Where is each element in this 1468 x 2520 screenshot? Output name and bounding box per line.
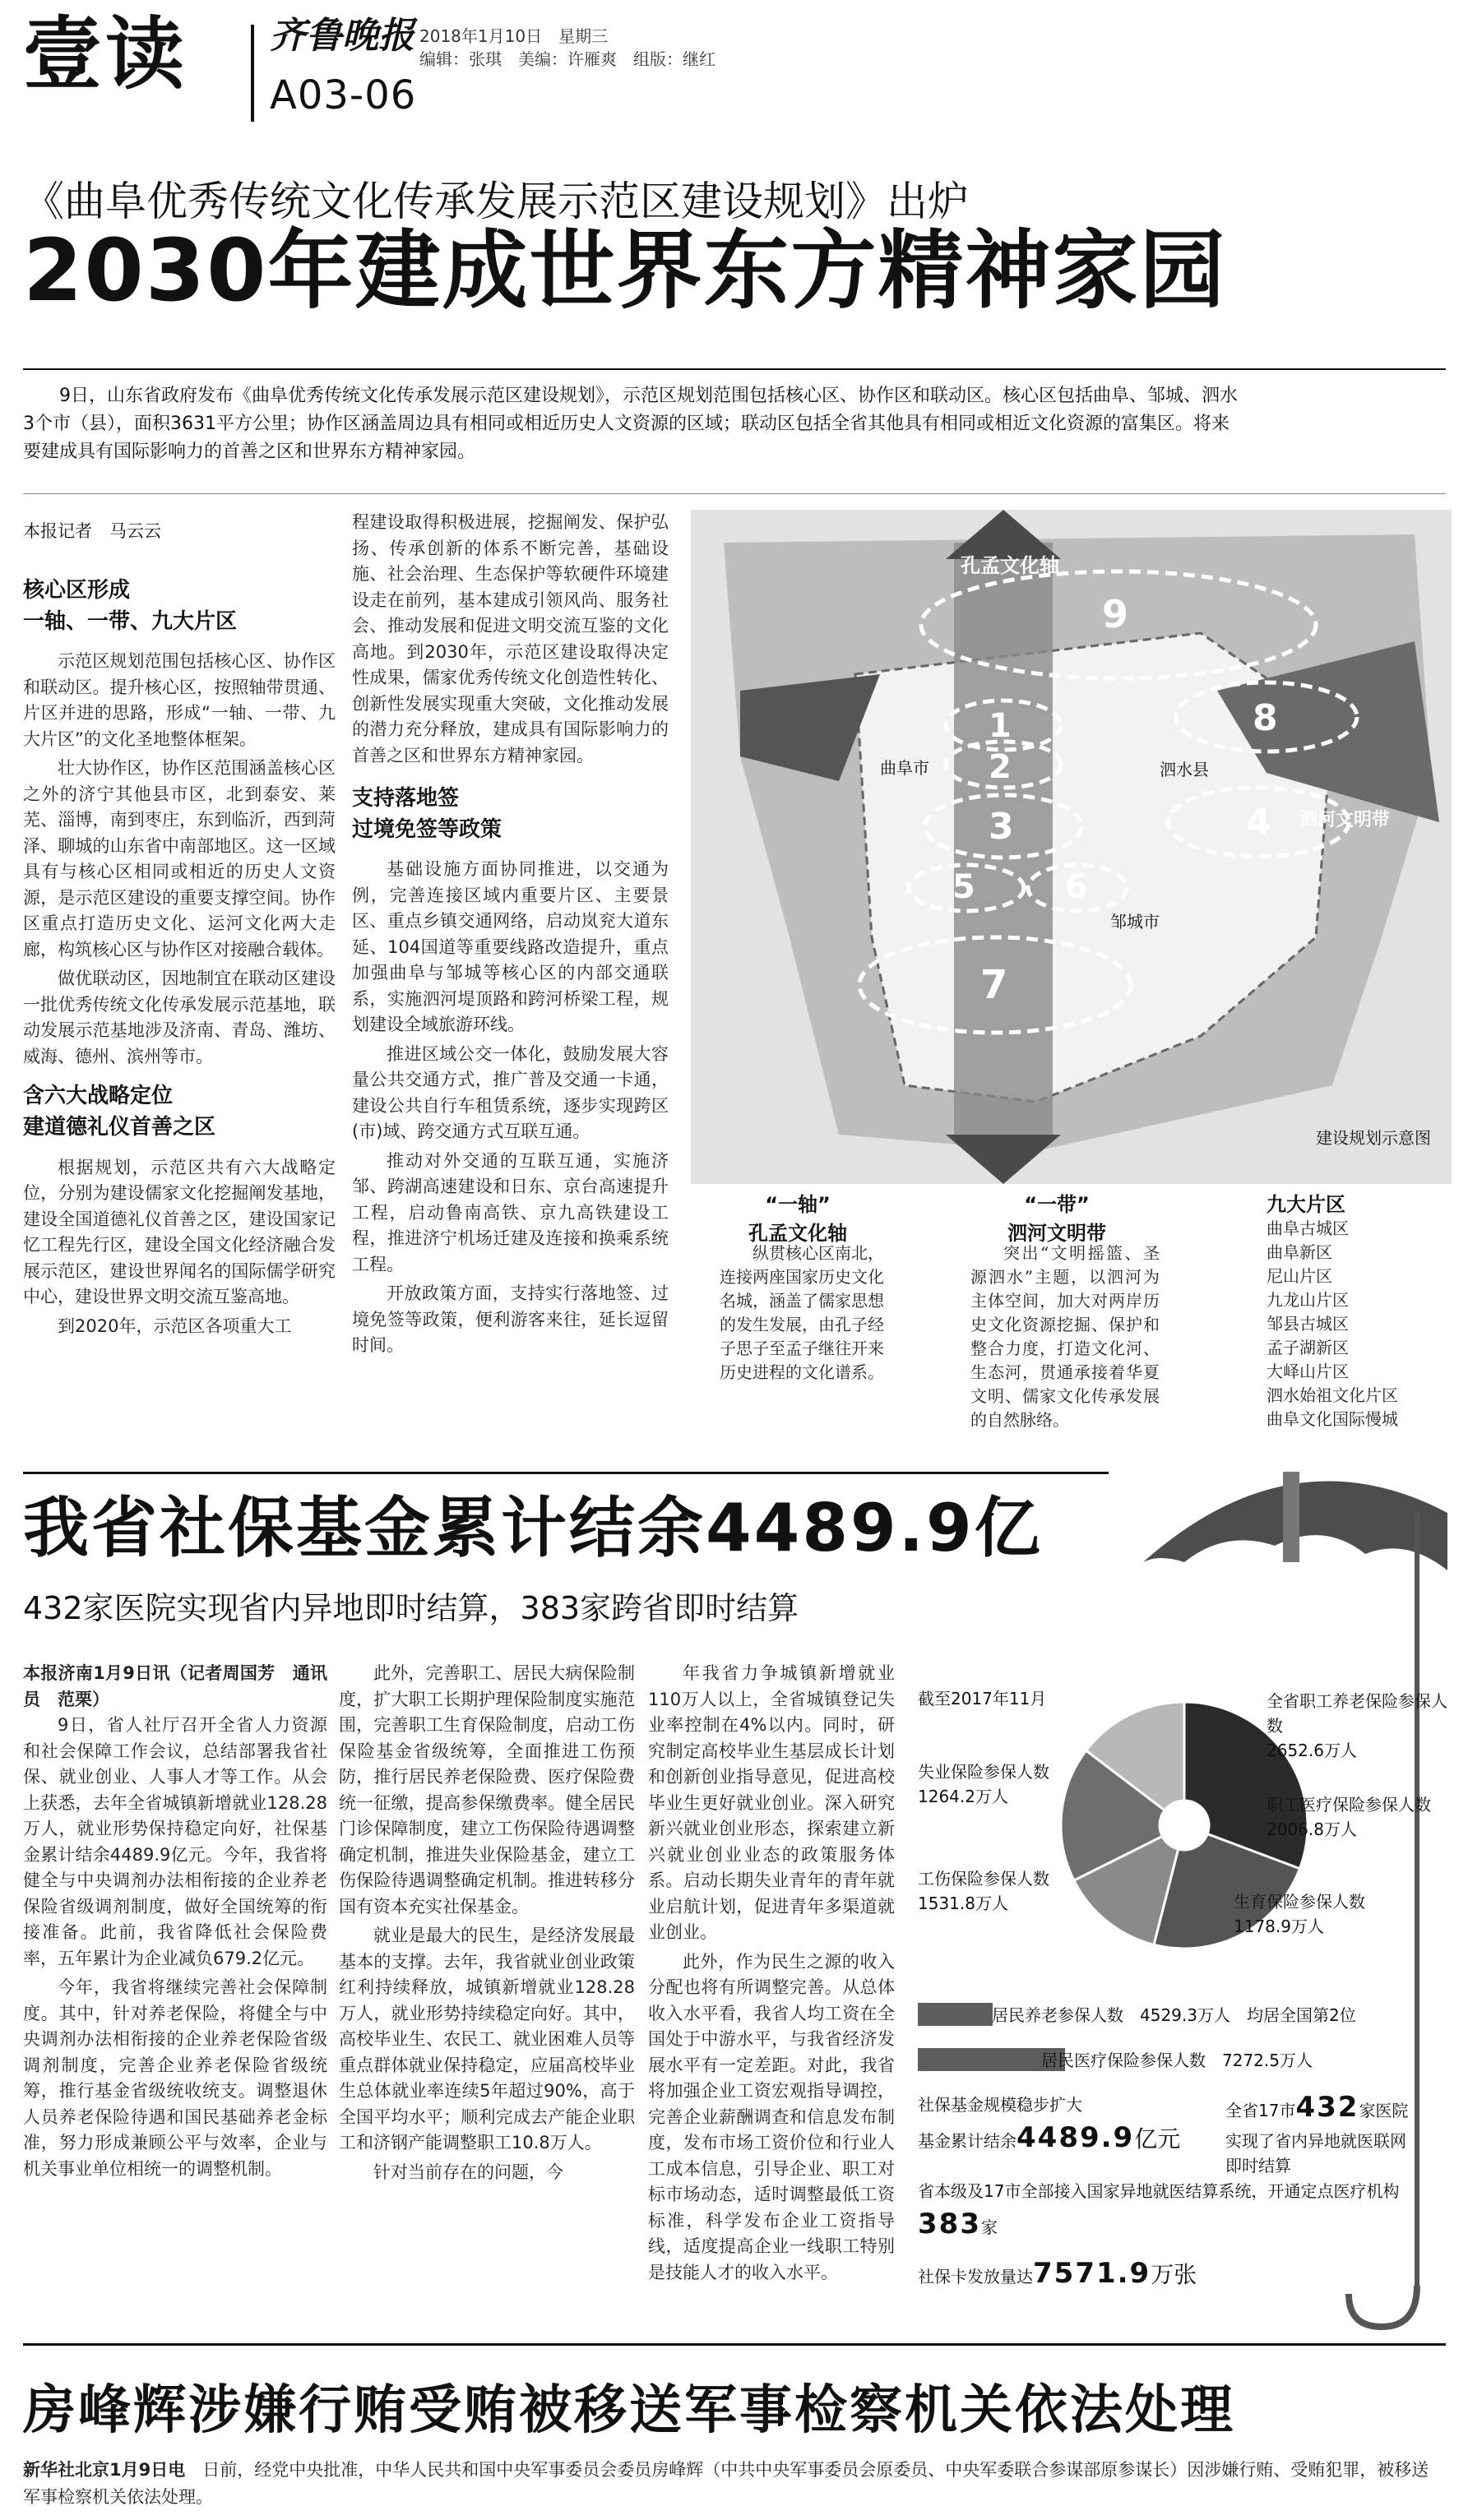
paragraph: 此外，完善职工、居民大病保险制度，扩大职工长期护理保险制度实施范围，完善职工生育保险制度，启动工伤保险基金省级统筹，全面推进工伤预防，推行居民养老保险费、医疗保险费统一征缴，提高参保缴费率。健全居民门诊保障制度，建立工伤保险待遇调整确定机制，推进失业保险基金，建立工伤保险待遇调整确定机制。推进转移分国有资本充实社保基金。 (339, 1663, 635, 1917)
section-zones (1267, 1188, 1447, 1431)
paragraph: 根据规划，示范区共有六大战略定位，分别为建设儒家文化挖掘阐发基地，建设全国道德礼仪首善之区，建设国家记忆工程先行区，建设全国文化经济融合发展示范区，建设世界闻名的国际儒学研究中心，建设世界文明交流互鉴高地。 (23, 1157, 336, 1307)
bar-note: 均居全国第2位 (1246, 2005, 1356, 2025)
section-axis (720, 1188, 876, 1246)
bar-text (1041, 2048, 1313, 2073)
paragraph: 推进区域公交一体化，鼓励发展大容量公共交通方式，推广普及交通一卡通，建设公共自行车租赁系统，逐步实现跨区(市)域、跨交通方式互联互通。 (352, 1043, 669, 1142)
zone-number: 5 (952, 868, 975, 906)
newspaper-name: 齐鲁晚报 (270, 15, 414, 57)
pie-value: 2652.6万人 (1267, 1741, 1357, 1760)
paragraph: 针对当前存在的问题，今 (373, 2162, 563, 2182)
stat-value: 383 (918, 2208, 981, 2240)
stat-text: 省本级及17市全部接入国家异地就医结算系统，开通定点医疗机构 (918, 2181, 1400, 2201)
zone-item: 曲阜古城区 (1267, 1218, 1349, 1238)
paragraph: 示范区规划范围包括核心区、协作区和联动区。提升核心区，按照轴带贯通、片区并进的思路，形成“一轴、一带、九大片区”的文化圣地整体框架。 (23, 651, 336, 749)
story1-column-2 (352, 510, 669, 1362)
pie-label-injury (918, 1866, 1082, 1916)
stat-hospitals (1225, 2087, 1415, 2178)
zone-number: 8 (1253, 697, 1278, 739)
paragraph: 此外，作为民生之源的收入分配也将有所调整完善。从总体收入水平看，我省人均工资在全国处于中游水平，与我省经济发展水平有一定差距。对此，我省将加强企业工资宏观指导调控，完善企业薪酬调查和信息发布制度，发布市场工资价位和行业人工成本信息，引导企业、职工对标市场动态，适时调整最低工资标准，科学发布企业工资指导线，适度提高企业一线职工特别是技能人才的收入水平。 (648, 1951, 895, 2282)
pie-label-unemployment (918, 1759, 1082, 1809)
zone-item: 泗水始祖文化片区 (1267, 1385, 1398, 1405)
zone-number: 7 (980, 962, 1008, 1008)
pie-value: 1264.2万人 (918, 1787, 1008, 1806)
zone-item: 孟子湖新区 (1267, 1338, 1349, 1357)
zone-item: 曲阜新区 (1267, 1242, 1332, 1262)
story2-byline: 本报济南1月9日讯（记者周国芳 通讯员 范栗） (23, 1663, 327, 1709)
zone-number: 6 (1065, 868, 1088, 906)
paragraph: 基础设施方面协同推进，以交通为例，完善连接区域内重要片区、主要景区、重点乡镇交通网络，启动岚兖大道东延、104国道等重要线路改造提升，重点加强曲阜与邹城等核心区的内部交通联系，实施泗河堤顶路和跨河桥梁工程，规划建设全域旅游环线。 (352, 859, 669, 1035)
stat-clinics (918, 2179, 1411, 2245)
paragraph: 做优联动区，因地制宜在联动区建设一批优秀传统文化传承发展示范基地，联动发展示范基地涉及济南、青岛、潍坊、威海、德州、滨州等市。 (23, 969, 336, 1066)
stat-cards (918, 2253, 1411, 2295)
paragraph: 开放政策方面，支持实行落地签、过境免签等政策，便利游客来往，延长逗留时间。 (352, 1283, 669, 1356)
story2-column-3 (648, 1661, 895, 2289)
pie-value: 2006.8万人 (1267, 1819, 1357, 1839)
zone-number: 4 (1246, 802, 1271, 844)
subhead: 建道德礼仪首善之区 (23, 1115, 216, 1140)
pie-label-medical (1267, 1792, 1447, 1842)
issue-date: 2018年1月10日 星期三 (419, 26, 609, 46)
planning-map (691, 510, 1452, 1184)
stat-text: 家医院实现了省内异地就医联网即时结算 (1225, 2101, 1409, 2176)
city-label: 曲阜市 (880, 758, 929, 778)
pie-value: 1531.8万人 (918, 1893, 1008, 1913)
axis-label: 孔孟文化轴 (961, 554, 1059, 577)
bar-row (918, 1998, 1411, 2031)
dateline: 新华社北京1月9日电 (23, 2460, 186, 2480)
section-title: 九大片区 (1267, 1193, 1345, 1216)
story2-subheadline: 432家医院实现省内异地即时结算，383家跨省即时结算 (23, 1590, 799, 1626)
stat-value: 7571.9 (1033, 2257, 1151, 2290)
stat-fund (918, 2092, 1189, 2159)
zone-item: 大峄山片区 (1267, 1362, 1349, 1381)
zone-item: 曲阜文化国际慢城 (1267, 1409, 1398, 1429)
zone-number: 2 (989, 748, 1012, 786)
stat-text: 社保卡发放量达 (918, 2267, 1033, 2286)
pie-label-pension (1267, 1689, 1447, 1763)
zone-item: 九龙山片区 (1267, 1290, 1349, 1310)
story1-headline: 2030年建成世界东方精神家园 (23, 220, 1227, 321)
belt-label: 泗河文明带 (1299, 810, 1391, 830)
section-title: 壹读 (23, 8, 188, 100)
divider (23, 2343, 1446, 2346)
paragraph: 就业是最大的民生，是经济发展最基本的支撑。去年，我省就业创业政策红利持续释放，城镇新增就业128.28万人，就业形势持续稳定向好。其中，高校毕业生、农民工、就业困难人员等重点群体就业保持稳定，应届高校毕业生总体就业率连续5年超过90%，高于全国平均水平；顺利完成去产能企业职工和济钢产能调整职工10.8万人。 (339, 1926, 635, 2152)
pie-category: 失业保险参保人数 (918, 1762, 1049, 1782)
paragraph: 年我省力争城镇新增就业110万人以上，全省城镇登记失业率控制在4%以内。同时，研究制定高校毕业生基层成长计划和创新创业指导意见，促进高校毕业生更好就业创业。深入研究新兴就业创业形态，探索建立新兴就业创业业态的政策服务体系。启动长期失业青年的青年就业启航计划，促进青年多渠道就业创业。 (648, 1663, 895, 1942)
stat-text: 全省17市 (1225, 2101, 1296, 2120)
paragraph: 今年，我省将继续完善社会保障制度。其中，针对养老保险，将健全与中央调剂办法相衔接的企业养老保险省级调剂制度，完善企业养老保险省级统筹，推行基金省级统收统支。调整退休人员养老保险待遇和国民基础养老金标准，努力形成兼顾公平与效率，企业与机关事业单位相统一的调整机制。 (23, 1977, 327, 2179)
paragraph: 到2020年，示范区各项重大工 (58, 1315, 292, 1336)
county-label: 泗水县 (1160, 760, 1209, 779)
divider (23, 368, 1446, 370)
pie-category: 职工医疗保险参保人数 (1267, 1795, 1431, 1815)
section-title: 孔孟文化轴 (748, 1222, 847, 1245)
stat-unit: 家 (980, 2217, 998, 2237)
zone-item: 尼山片区 (1267, 1266, 1332, 1286)
subhead: 含六大战略定位 (23, 1084, 174, 1109)
divider (23, 1472, 1109, 1474)
zone-item: 邹县古城区 (1267, 1314, 1349, 1334)
paragraph: 壮大协作区，协作区范围涵盖核心区之外的济宁其他县市区，北到泰安、莱芜、淄博，南到枣庄，东到临沂，西到菏泽、聊城的山东省中南部地区。这一区域具有与核心区相同或相近的历史人文资源，是示范区建设的重要支撑空间。协作区重点打造历史文化、运河文化两大走廊，构筑核心区与协作区对接融合载体。 (23, 758, 336, 959)
subhead: 核心区形成 (23, 578, 131, 603)
pie-label-maternity (1234, 1889, 1431, 1939)
bar-value: 4529.3万人 (1140, 2005, 1230, 2025)
section-belt (970, 1188, 1143, 1246)
section-quote: “一轴” (765, 1193, 831, 1216)
section-axis-body: 纵贯核心区南北，连接两座国家历史文化名城，涵盖了儒家思想的发生发展，由孔子经子思子至孟子继往开来历史进程的文化谱系。 (720, 1243, 884, 1382)
story1-byline: 本报记者 马云云 (23, 521, 161, 541)
section-quote: “一带” (1024, 1193, 1090, 1216)
paragraph: 日前，经党中央批准，中华人民共和国中央军事委员会委员房峰辉（中共中央军事委员会原委员、中央军委联合参谋部原参谋长）因涉嫌行贿、受贿犯罪，被移送军事检察机关依法处理。 (23, 2460, 1429, 2507)
masthead-divider (251, 25, 254, 122)
insurance-chart (905, 1677, 1464, 2319)
story3-body (23, 2457, 1438, 2510)
paragraph: 程建设取得积极进展，挖掘阐发、保护弘扬、传承创新的体系不断完善，基础设施、社会治理、生态保护等软硬件环境建设走在前列，基本建成引领风尚、服务社会、推动发展和促进文明交流互鉴的文化高地。到2030年，示范区建设取得决定性成果，儒家优秀传统文化创造性转化、创新性发展实现重大突破，文化推动发展的潜力充分释放，建成具有国际影响力的首善之区和世界东方精神家园。 (352, 512, 669, 765)
story1-column-1 (23, 576, 336, 1343)
divider (23, 493, 1446, 494)
stat-value: 4489.9 (1016, 2121, 1135, 2154)
story2-headline: 我省社保基金累计结余4489.9亿 (23, 1490, 1043, 1566)
bar-label: 居民养老参保人数 (992, 2005, 1123, 2025)
zone-number: 1 (989, 707, 1012, 745)
bar-mark (918, 2003, 993, 2026)
story1-lead: 9日，山东省政府发布《曲阜优秀传统文化传承发展示范区建设规划》，示范区规划范围包括核心区、协作区和联动区。核心区包括曲阜、邹城、泗水3个市（县），面积3631平方公里；协作区涵盖周边具有相同或相近历史人文资源的区域；联动区包括全省其他具有相同或相近文化资源的富集区。将来要建成具有国际影响力的首善之区和世界东方精神家园。 (23, 386, 1239, 463)
zone-number: 3 (989, 806, 1014, 848)
pie-category: 生育保险参保人数 (1234, 1892, 1365, 1912)
stat-unit: 万张 (1151, 2261, 1197, 2288)
bar-row (918, 2043, 1411, 2076)
bar-label: 居民医疗保险参保人数 (1041, 2051, 1206, 2070)
map-caption: 建设规划示意图 (1316, 1128, 1431, 1148)
subhead: 支持落地签 (352, 786, 460, 811)
story3-headline: 房峰辉涉嫌行贿受贿被移送军事检察机关依法处理 (23, 2380, 1235, 2441)
zone-number: 9 (1102, 592, 1129, 636)
chart-title: 截至2017年11月 (918, 1689, 1047, 1709)
subhead: 一轴、一带、九大片区 (23, 608, 238, 634)
city-label: 邹城市 (1110, 912, 1160, 932)
section-title: 泗河文明带 (1007, 1222, 1106, 1245)
story2-column-2 (339, 1661, 635, 2189)
paragraph: 9日，省人社厅召开全省人力资源和社会保障工作会议，总结部署我省社保、就业创业、人事人才等工作。从会上获悉，去年全省城镇新增就业128.28万人，就业形势保持稳定向好，社保基金累计结余4489.9亿元。今年，我省将健全与中央调剂办法相衔接的企业养老保险省级调剂制度，做好全国统筹的衔接准备。此前，我省降低社会保险费率，五年累计为企业减负679.2亿元。 (23, 1715, 327, 1968)
stat-unit: 亿元 (1134, 2125, 1181, 2152)
story2-column-1 (23, 1661, 327, 2185)
bar-value: 7272.5万人 (1222, 2051, 1313, 2070)
paragraph: 推动对外交通的互联互通，实施济邹、跨湖高速建设和日东、京台高速提升工程，启动鲁南高铁、京九高铁建设工程，推进济宁机场迁建及连接和换乘系统工程。 (352, 1150, 669, 1274)
pie-category: 全省职工养老保险参保人数 (1267, 1691, 1447, 1736)
stat-value: 432 (1295, 2091, 1359, 2124)
stat-text: 社保基金规模稳步扩大 (918, 2095, 1082, 2115)
section-belt-body: 突出“文明摇篮、圣源泗水”主题，以泗河为主体空间，加大对两岸历史文化资源挖掘、保护和整合力度，打造文化河、生态河，贯通承接着华夏文明、儒家文化传承发展的自然脉络。 (970, 1243, 1160, 1430)
subhead: 过境免签等政策 (352, 816, 502, 842)
stat-text: 基金累计结余 (918, 2131, 1016, 2151)
pie-category: 工伤保险参保人数 (918, 1869, 1049, 1889)
bar-text (992, 2003, 1356, 2028)
stat-line (918, 2117, 1189, 2159)
pie-value: 1178.9万人 (1234, 1917, 1324, 1936)
editor-credits: 编辑：张琪 美编：许雁爽 组版：继红 (419, 49, 715, 69)
page-number: A03-06 (270, 72, 417, 118)
story1-kicker: 《曲阜优秀传统文化传承发展示范区建设规划》出炉 (23, 178, 969, 225)
